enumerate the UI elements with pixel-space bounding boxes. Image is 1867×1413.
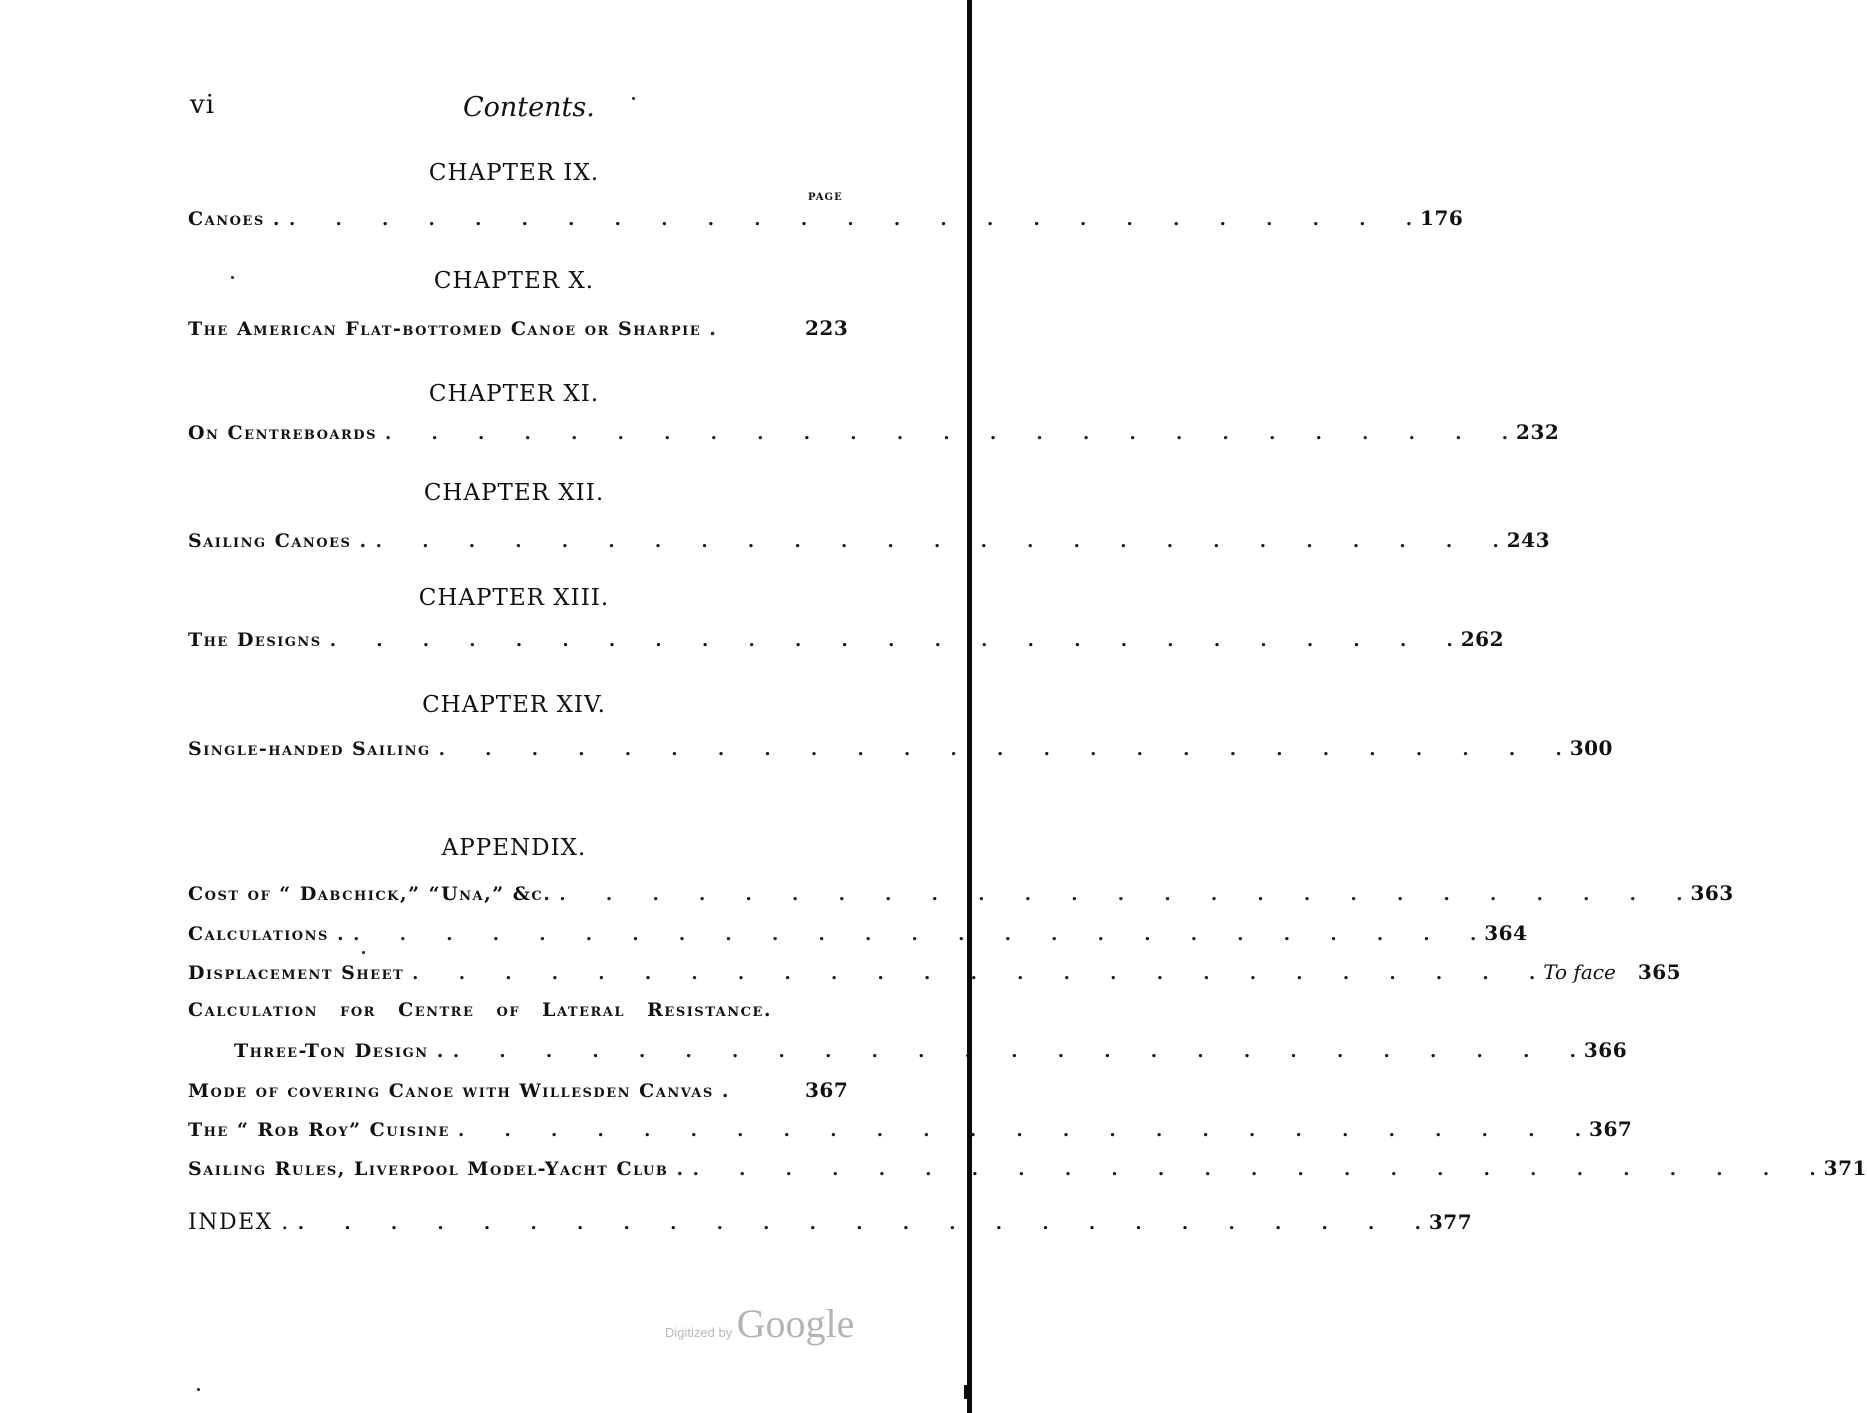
toc-entry-title: Three-Ton Design . — [234, 1040, 445, 1062]
toc-page-number: 365 — [1637, 960, 1682, 984]
toc-page-number: 300 — [1569, 736, 1613, 760]
toc-entry-title: Canoes . — [188, 208, 281, 230]
dot-leader: . . . . . . . . . . . . . . . . . . . . . . . . . — [457, 1120, 1582, 1141]
toc-entry[interactable] — [188, 206, 1464, 238]
chapter-heading: CHAPTER XII. — [423, 480, 605, 506]
dot-leader: . . . . . . . . . . . . . . . . . . . . . . . . . — [559, 884, 1683, 905]
toc-page-number: 232 — [1516, 420, 1560, 444]
toc-entry[interactable] — [188, 736, 1613, 768]
chapter-heading: CHAPTER X. — [433, 268, 595, 294]
dot-leader: . . . . . . . . . . . . . . . . . . . . . . . . . — [288, 209, 1413, 230]
toc-entry[interactable] — [188, 420, 1560, 452]
toc-entry-title: Single-handed Sailing — [188, 738, 431, 760]
toc-entry-title: On Centreboards — [188, 422, 377, 444]
toc-entry[interactable] — [188, 528, 1550, 560]
toc-page-number: 176 — [1420, 206, 1464, 230]
toc-entry[interactable] — [188, 316, 849, 348]
appendix-entry[interactable] — [188, 960, 1682, 992]
dot-leader: . . . . . . . . . . . . . . . . . . . . . . . . . — [353, 924, 1477, 945]
to-face-note: To face — [1543, 960, 1616, 984]
toc-page-number: 223 — [805, 316, 849, 340]
page-edge-mark — [964, 1385, 970, 1399]
toc-entry-title: INDEX . — [188, 1210, 290, 1235]
toc-page-number: 243 — [1506, 528, 1550, 552]
running-title: Contents. — [463, 92, 595, 123]
chapter-heading: CHAPTER XIII. — [418, 585, 610, 611]
digitized-watermark — [665, 1300, 854, 1347]
toc-page-number: 377 — [1428, 1210, 1473, 1234]
toc-page-number: 262 — [1460, 627, 1505, 651]
scan-speck — [197, 1388, 200, 1391]
dot-leader: . . . . . . . . . . . . . . . . . . . . . . . . . — [329, 630, 1453, 651]
scan-speck — [632, 97, 635, 100]
appendix-entry[interactable] — [188, 921, 1528, 953]
toc-entry-title: The Designs — [188, 629, 322, 651]
toc-page-number: 371 — [1823, 1156, 1867, 1180]
dot-leader: . . . . . . . . . . . . . . . . . . . . . . . . . — [384, 423, 1509, 444]
chapter-heading: CHAPTER XIV. — [422, 692, 606, 718]
toc-entry-title: Sailing Canoes . — [188, 530, 368, 552]
scan-speck — [362, 951, 365, 954]
chapter-heading: CHAPTER IX. — [428, 160, 600, 186]
page-folio: vi — [190, 90, 216, 120]
dot-leader: . . . . . . . . . . . . . . . . . . . . . . . . . — [452, 1041, 1576, 1062]
dot-leader: . . . . . . . . . . . . . . . . . . . . . . . . . — [412, 963, 1536, 984]
toc-entry-title: Displacement Sheet — [188, 962, 405, 984]
appendix-entry[interactable] — [188, 999, 843, 1031]
page-column-label: PAGE — [808, 192, 843, 203]
appendix-entry[interactable] — [188, 1117, 1633, 1149]
appendix-entry[interactable] — [188, 1078, 849, 1110]
toc-page-number: 364 — [1484, 921, 1528, 945]
appendix-entry[interactable] — [188, 1156, 1867, 1188]
toc-entry-title: Calculation for Centre of Lateral Resistance. — [188, 999, 773, 1021]
toc-page-number: 367 — [1589, 1117, 1633, 1141]
index-entry[interactable] — [188, 1210, 1473, 1242]
scan-speck — [231, 276, 234, 279]
appendix-entry-continued[interactable] — [234, 1038, 1628, 1070]
appendix-entry[interactable] — [188, 881, 1734, 913]
toc-entry-title: The American Flat-bottomed Canoe or Sharpie . — [188, 318, 718, 340]
appendix-heading: APPENDIX. — [441, 835, 587, 861]
dot-leader: . . . . . . . . . . . . . . . . . . . . . . . . . — [297, 1213, 1421, 1234]
toc-entry-title: Sailing Rules, Liverpool Model-Yacht Club . — [188, 1158, 685, 1180]
dot-leader: . . . . . . . . . . . . . . . . . . . . . . . . . — [375, 531, 1499, 552]
toc-entry-title: Mode of covering Canoe with Willesden Canvas . — [188, 1080, 730, 1102]
toc-entry-title: The “ Rob Roy” Cuisine — [188, 1119, 450, 1141]
chapter-heading: CHAPTER XI. — [428, 381, 600, 407]
watermark-prefix: Digitized by — [665, 1325, 733, 1340]
toc-page-number: 363 — [1690, 881, 1734, 905]
google-logo: Google — [736, 1301, 855, 1346]
dot-leader: . . . . . . . . . . . . . . . . . . . . . . . . . — [692, 1159, 1816, 1180]
toc-page-number: 367 — [805, 1078, 849, 1102]
dot-leader: . . . . . . . . . . . . . . . . . . . . . . . . . — [438, 739, 1562, 760]
toc-page-number: 366 — [1583, 1038, 1628, 1062]
toc-entry[interactable] — [188, 627, 1505, 659]
toc-entry-title: Cost of “ Dabchick,” “Una,” &c. — [188, 883, 552, 905]
toc-entry-title: Calculations . — [188, 923, 346, 945]
